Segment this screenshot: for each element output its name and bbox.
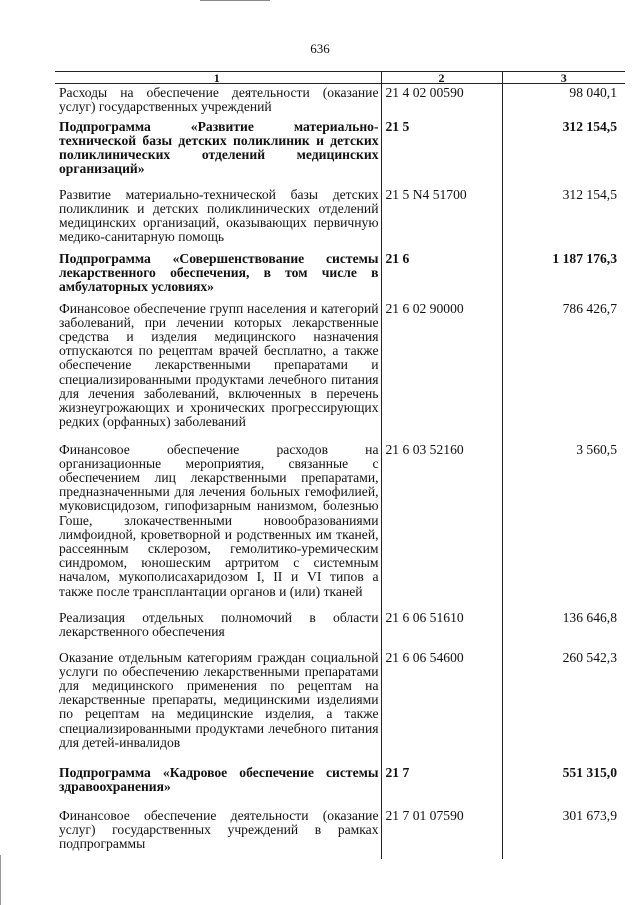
table-row (55, 300, 625, 441)
table-row (55, 250, 625, 300)
table-row (55, 118, 625, 186)
row-amount: 301 673,9 (502, 807, 625, 859)
row-amount: 551 315,0 (502, 764, 625, 807)
top-edge-line (200, 0, 270, 1)
row-description: Подпрограмма «Совершенствование системы лекарственного обеспечения, в том числе в амбулаторных условиях» (59, 250, 379, 294)
header-col-2: 2 (381, 72, 502, 84)
row-description: Подпрограмма «Развитие материально-технической базы детских поликлиник и детских поликлинических отделений медицинских организаций» (59, 118, 379, 177)
row-amount: 98 040,1 (502, 84, 625, 118)
row-code: 21 7 (381, 764, 502, 807)
table-row (55, 764, 625, 807)
table-row (55, 609, 625, 649)
row-description: Расходы на обеспечение деятельности (оказание услуг) государственных учреждений (59, 85, 379, 115)
row-description: Финансовое обеспечение расходов на организационные мероприятия, связанные с обеспечением лиц лекарственными препаратами, предназначенными для лечения больных гемофилией, муковисцидозом, гипофизарным нанизмом, болезнью Гоше, злокачественными новообразованиями лимфоидной, кроветворной и родственных им тканей, рассеянным склерозом, гемолитико-уремическим синдромом, юношеским артритом с системным началом, мукополисахаридозом I, II и VI типов а также после трансплантации органов и (или) тканей (59, 441, 379, 599)
budget-table (55, 71, 625, 859)
table-row (55, 807, 625, 859)
row-code: 21 6 06 51610 (381, 609, 502, 649)
row-description: Оказание отдельным категориям граждан социальной услуги по обеспечению лекарственными препаратами для медицинского применения по рецептам на лекарственные препараты, медицинскими изделиями по рецептам на медицинские изделия, а также специализированными продуктами лечебного питания для детей-инвалидов (59, 649, 379, 750)
row-code: 21 5 N4 51700 (381, 186, 502, 250)
row-amount: 260 542,3 (502, 649, 625, 764)
table-row (55, 186, 625, 250)
page-number: 636 (310, 41, 330, 56)
row-code: 21 5 (381, 118, 502, 186)
row-code: 21 7 01 07590 (381, 807, 502, 859)
row-amount: 312 154,5 (502, 186, 625, 250)
row-code: 21 6 06 54600 (381, 649, 502, 764)
header-col-1: 1 (55, 72, 381, 84)
table-header-row (55, 72, 625, 84)
row-code: 21 4 02 00590 (381, 84, 502, 118)
row-amount: 312 154,5 (502, 118, 625, 186)
row-amount: 3 560,5 (502, 441, 625, 609)
row-code: 21 6 (381, 250, 502, 300)
table-row (55, 649, 625, 764)
budget-table-wrapper (55, 71, 625, 859)
row-amount: 786 426,7 (502, 300, 625, 441)
row-amount: 1 187 176,3 (502, 250, 625, 300)
table-body (55, 84, 625, 859)
table-row (55, 441, 625, 609)
row-description: Финансовое обеспечение групп населения и категорий заболеваний, при лечении которых лекарственные средства и изделия медицинского назначения отпускаются по рецептам врачей бесплатно, а также обеспечение лекарственными препаратами и специализированными продуктами лечебного питания для лечения заболеваний, включенных в перечень жизнеугрожающих и хронических прогрессирующих редких (орфанных) заболеваний (59, 300, 379, 430)
row-description: Развитие материально-технической базы детских поликлиник и детских поликлинических отделений медицинских организаций, оказывающих первичную медико-санитарную помощь (59, 186, 379, 245)
row-description: Реализация отдельных полномочий в области лекарственного обеспечения (59, 609, 379, 639)
header-col-3: 3 (502, 72, 625, 84)
left-margin-line (0, 855, 1, 905)
table-row (55, 84, 625, 118)
row-description: Подпрограмма «Кадровое обеспечение системы здравоохранения» (59, 764, 379, 794)
row-code: 21 6 02 90000 (381, 300, 502, 441)
row-description: Финансовое обеспечение деятельности (оказание услуг) государственных учреждений в рамках подпрограммы (59, 807, 379, 851)
row-code: 21 6 03 52160 (381, 441, 502, 609)
row-amount: 136 646,8 (502, 609, 625, 649)
